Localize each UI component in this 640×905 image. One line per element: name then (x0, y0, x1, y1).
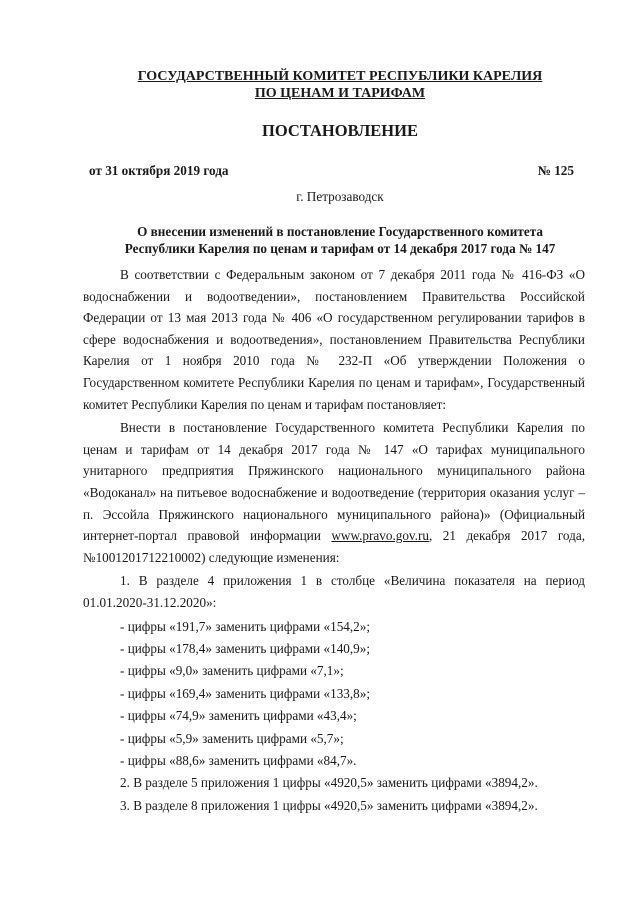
document-title: ПОСТАНОВЛЕНИЕ (262, 121, 418, 140)
resolution-text-before: Внести в постановление Государственного комитета Республики Карелия по ценам и тарифам от 14 декабря 2017 года № 147 «О тарифах муниципального унитарного предприятия Пряжинского национального муниципального района «Водоканал» на питьевое водоснабжение и водоотведение (территория оказания услуг – п. Эссойла Пряжинского национального муниципального района)» (Официальный интернет-портал правовой информации (83, 420, 585, 544)
sub-item: - цифры «88,6» заменить цифрами «84,7». (120, 752, 357, 768)
issuer-line-2: ПО ЦЕНАМ И ТАРИФАМ (254, 86, 426, 101)
sub-item: - цифры «9,0» заменить цифрами «7,1»; (120, 663, 344, 679)
sub-item: - цифры «178,4» заменить цифрами «140,9»; (120, 640, 371, 656)
sub-item: - цифры «169,4» заменить цифрами «133,8»; (120, 685, 371, 701)
document-city: г. Петрозаводск (296, 189, 384, 204)
resolution-paragraph (83, 417, 585, 568)
resolution-text-after: , 21 декабря 2017 года, №1001201712210002) следующие изменения: (83, 528, 585, 565)
sub-item: - цифры «191,7» заменить цифрами «154,2»; (120, 618, 371, 634)
item-2: 2. В разделе 5 приложения 1 цифры «4920,5» заменить цифрами «3894,2». (120, 775, 538, 791)
preamble-paragraph: В соответствии с Федеральным законом от 7 декабря 2011 года № 416-ФЗ «О водоснабжении и водоотведении», постановлением Правительства Российской Федерации от 13 мая 2013 года № 406 «О государственном регулировании тарифов в сфере водоснабжения и водоотведения», постановлением Правительства Республики Карелия от 1 ноября 2010 года № 232-П «Об утверждении Положения о Государственном комитете Республики Карелия по ценам и тарифам», Государственный комитет Республики Карелия по ценам и тарифам постановляет: (83, 267, 585, 412)
document-number: № 125 (537, 163, 574, 178)
sub-item: - цифры «5,9» заменить цифрами «5,7»; (120, 730, 344, 746)
document-subject (80, 223, 600, 257)
item-3: 3. В разделе 8 приложения 1 цифры «4920,5» заменить цифрами «3894,2». (120, 797, 538, 813)
sub-items-list (83, 616, 585, 773)
pravo-link[interactable]: www.pravo.gov.ru (331, 528, 429, 544)
issuer-line-1: ГОСУДАРСТВЕННЫЙ КОМИТЕТ РЕСПУБЛИКИ КАРЕЛИЯ (137, 69, 543, 84)
issuer-header (60, 68, 620, 102)
document-date: от 31 октября 2019 года (89, 163, 229, 178)
item-1: 1. В разделе 4 приложения 1 в столбце «Величина показателя на период 01.01.2020-31.12.2020»: (83, 573, 585, 610)
sub-item: - цифры «74,9» заменить цифрами «43,4»; (120, 708, 357, 724)
subject-line-2: Республики Карелия по ценам и тарифам от 14 декабря 2017 года № 147 (124, 241, 556, 256)
document-body (83, 264, 585, 817)
subject-line-1: О внесении изменений в постановление Государственного комитета (137, 224, 543, 239)
